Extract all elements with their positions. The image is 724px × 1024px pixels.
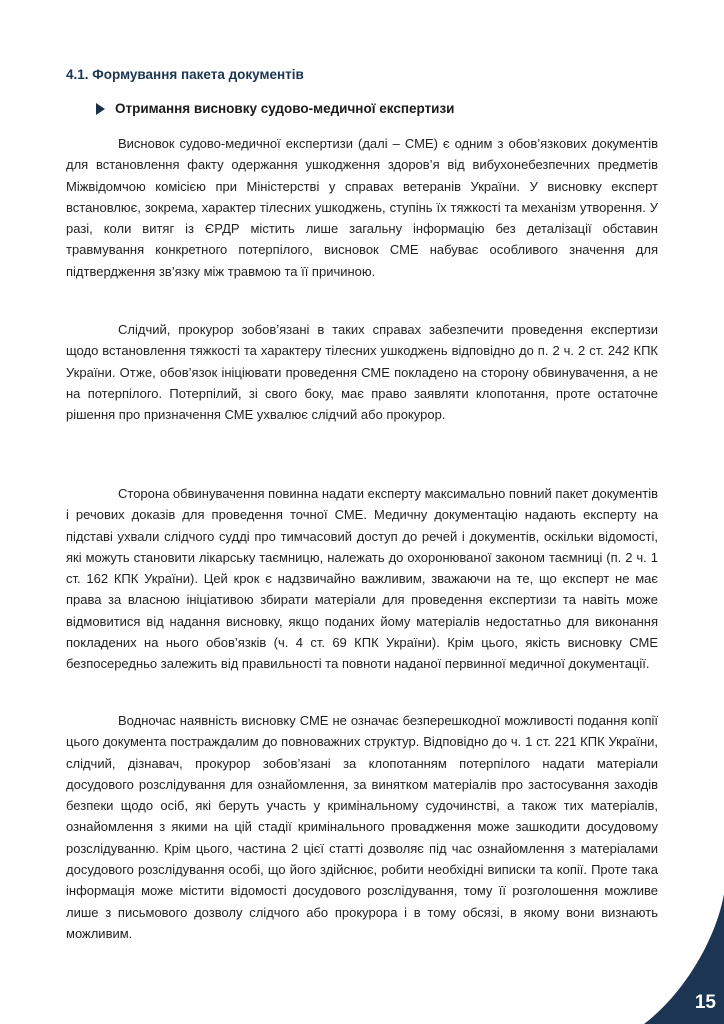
subsection-heading — [96, 101, 454, 116]
paragraph: Водночас наявність висновку СМЕ не означає безперешкодної можливості подання копії цього документа постраждалим до повноважних структур. Відповідно до ч. 1 ст. 221 КПК України, слідчий, дізнавач, прокурор зобов’язані за клопотанням потерпілого надати матеріали досудового розслідування для ознайомлення, за винятком матеріалів про застосування заходів безпеки щодо осіб, які беруть участь у кримінальному судочинстві, а також тих матеріалів, ознайомлення з якими на цій стадії кримінального провадження може зашкодити досудовому розслідуванню. Крім цього, частина 2 цієї статті дозволяє під час ознайомлення з матеріалами досудового розслідування особі, що його здійснює, робити необхідні виписки та копії. Проте така інформація може містити відомості досудового розслідування, тому її розголошення можливе лише з письмового дозволу слідчого або прокурора і в тому обсязі, в якому вони визнають можливим. — [66, 713, 658, 941]
triangle-bullet-icon — [96, 103, 105, 115]
section-title: 4.1. Формування пакета документів — [66, 67, 304, 82]
page-number: 15 — [694, 992, 716, 1013]
paragraph: Слідчий, прокурор зобов’язані в таких справах забезпечити проведення експертизи щодо встановлення тяжкості та характеру тілесних ушкоджень відповідно до п. 2 ч. 2 ст. 242 КПК України. Отже, обов’язок ініціювати проведення СМЕ покладено на сторону обвинувачення, а не на потерпілого. Потерпілий, зі свого боку, має право заявляти клопотання, проте остаточне рішення про призначення СМЕ ухвалює слідчий або прокурор. — [66, 322, 658, 423]
paragraph: Висновок судово-медичної експертизи (далі – СМЕ) є одним з обов’язкових документів для встановлення факту одержання ушкодження здоров’я від вибухонебезпечних предметів Міжвідомчою комісією при Міністерстві у справах ветеранів України. У висновку експерт встановлює, зокрема, характер тілесних ушкоджень, ступінь їх тяжкості та механізм утворення. У разі, коли витяг із ЄРДР містить лише загальну інформацію без деталізації обставин травмування конкретного потерпілого, висновок СМЕ набуває особливого значення для підтвердження зв’язку між травмою та її причиною. — [66, 136, 658, 279]
paragraph: Сторона обвинувачення повинна надати експерту максимально повний пакет документів і речових доказів для проведення точної СМЕ. Медичну документацію надають експерту на підставі ухвали слідчого судді про тимчасовий доступ до речей і документів, оскільки відомості, які можуть становити лікарську таємницю, належать до охоронюваної законом таємниці (п. 2 ч. 1 ст. 162 КПК України). Цей крок є надзвичайно важливим, зважаючи на те, що експерт не має права за власною ініціативою збирати матеріали для проведення експертизи та навіть може відмовитися від надання висновку, якщо поданих йому матеріалів недостатньо для виконання покладених на нього обов’язків (ч. 4 ст. 69 КПК України). Крім цього, якість висновку СМЕ безпосередньо залежить від правильності та повноти наданої первинної медичної документації. — [66, 486, 658, 672]
subsection-title: Отримання висновку судово-медичної експертизи — [115, 101, 455, 116]
